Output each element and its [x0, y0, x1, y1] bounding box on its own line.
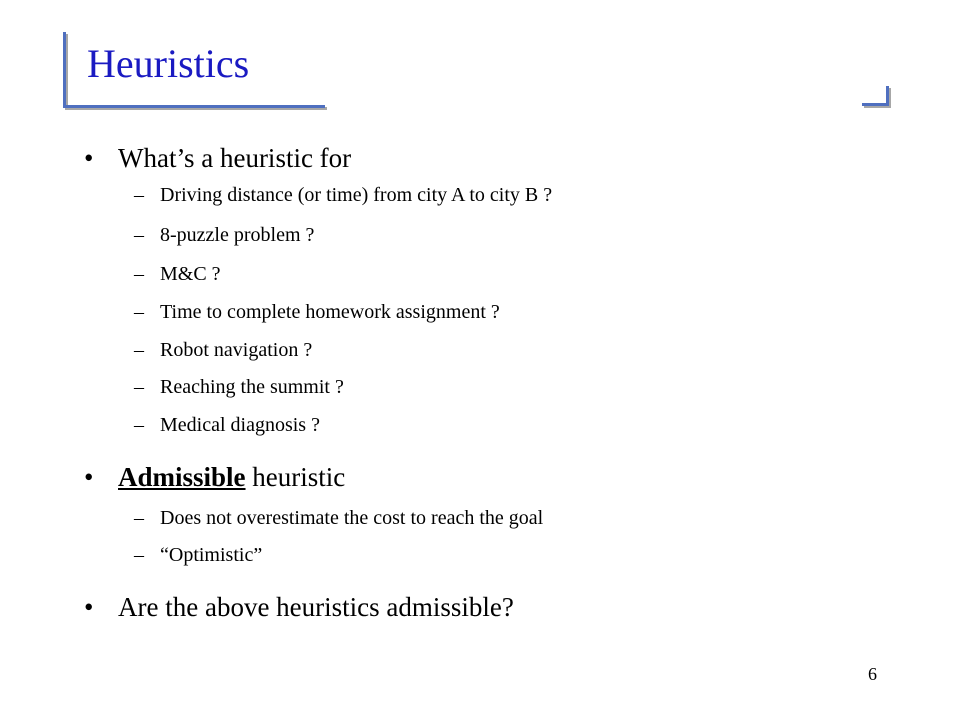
sub-item: [134, 185, 552, 205]
sub-item-text: Robot navigation ?: [160, 339, 313, 361]
bullet-text: What’s a heuristic for: [118, 143, 352, 173]
sub-item-text: “Optimistic”: [160, 544, 263, 566]
dash: –: [134, 414, 144, 436]
sub-item: [134, 377, 344, 397]
dash: –: [134, 224, 144, 246]
sub-item: [134, 545, 262, 565]
bullet-dot: •: [84, 592, 94, 622]
sub-item-text: Does not overestimate the cost to reach the goal: [160, 507, 544, 529]
bullet-rest-text: heuristic: [245, 462, 346, 492]
dash: –: [134, 301, 144, 323]
bullet-admissible-heuristic: [84, 464, 345, 491]
dash: –: [134, 376, 144, 398]
sub-item: [134, 302, 500, 322]
sub-item: [134, 264, 221, 284]
frame-line-horizontal: [63, 105, 325, 108]
sub-item: [134, 340, 312, 360]
dash: –: [134, 339, 144, 361]
sub-item: [134, 415, 320, 435]
dash: –: [134, 263, 144, 285]
sub-item-text: Medical diagnosis ?: [160, 414, 320, 436]
bullet-text: Are the above heuristics admissible?: [118, 592, 514, 622]
sub-item: [134, 508, 543, 528]
admissible-emphasis: Admissible: [118, 462, 246, 492]
bullet-dot: •: [84, 462, 94, 492]
bullet-dot: •: [84, 143, 94, 173]
dash: –: [134, 544, 144, 566]
sub-item-text: Time to complete homework assignment ?: [160, 301, 500, 323]
bullet-admissibility-question: [84, 594, 514, 621]
sub-item-text: M&C ?: [160, 263, 221, 285]
frame-line-horizontal: [862, 103, 889, 106]
sub-item-text: Reaching the summit ?: [160, 376, 344, 398]
sub-item-text: 8-puzzle problem ?: [160, 224, 315, 246]
frame-line-vertical: [63, 32, 66, 108]
bullet-text: [118, 464, 345, 491]
dash: –: [134, 184, 144, 206]
dash: –: [134, 507, 144, 529]
sub-item: [134, 225, 314, 245]
bullet-heuristic-question: [84, 145, 351, 172]
slide-title: Heuristics: [87, 41, 250, 86]
sub-item-text: Driving distance (or time) from city A to city B ?: [160, 184, 553, 206]
page-number: 6: [868, 664, 877, 684]
